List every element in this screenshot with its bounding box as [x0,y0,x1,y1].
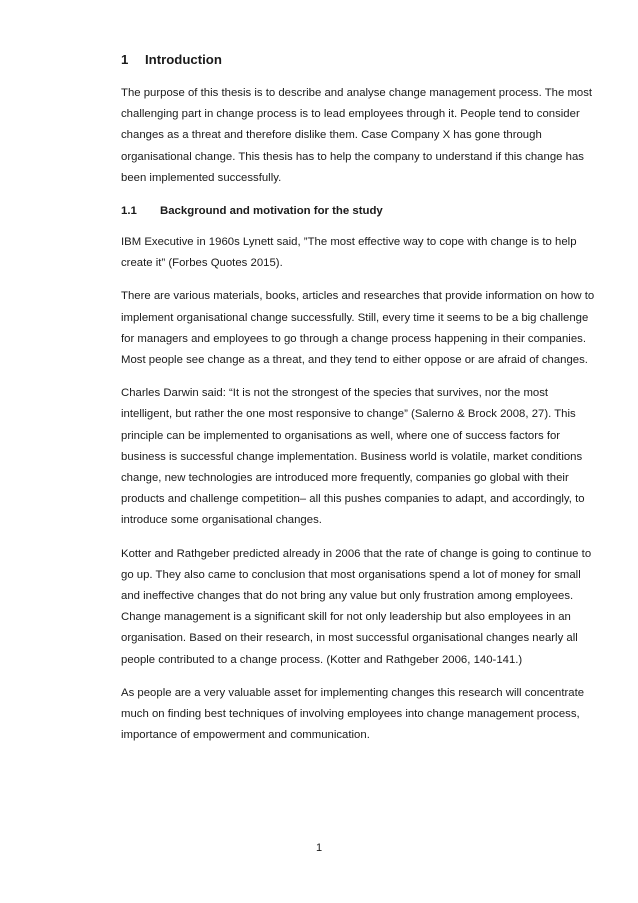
paragraph-ibm-quote: IBM Executive in 1960s Lynett said, ”The most effective way to cope with change is to help create it” (Forbes Quotes 2015). [121,236,577,270]
paragraph-darwin-quote: Charles Darwin said: “It is not the strongest of the species that survives, nor the most intelligent, but rather the one most responsive to change” (Salerno & Brock 2008, 27). This principle can be implemented to organisations as well, where one of success factors for business is successful change implementation. Business world is volatile, market conditions change, new technologies are introduced more frequently, companies go global with their products and challenge competition– all this pushes companies to adapt, and accordingly, to introduce some organisational changes. [121,387,585,527]
chapter-title: Introduction [145,52,222,67]
section-number: 1.1 [121,205,137,218]
intro-paragraph: The purpose of this thesis is to describe and analyse change management process. The most challenging part in change process is to lead employees through it. People tend to consider changes as a threat and therefore dislike them. Case Company X has gone through organisational change. This thesis has to help the company to understand if this change has been implemented successfully. [121,87,593,184]
paragraph-materials: There are various materials, books, articles and researches that provide information on how to implement organisational change successfully. Still, every time it seems to be a big challenge for managers and employees to go through a change process happening in their companies. Most people see change as a threat, and they tend to either oppose or are afraid of changes. [121,290,595,367]
paragraph-research-focus: As people are a very valuable asset for implementing changes this research will concentrate much on finding best techniques of involving employees into change management process, importance of empowerment and communication. [121,686,585,742]
page-number: 1 [315,842,323,854]
section-title: Background and motivation for the study [160,205,383,218]
chapter-number: 1 [121,52,129,67]
page-content [121,50,595,758]
chapter-heading [121,50,595,70]
section-heading [121,201,595,221]
paragraph-kotter-rathgeber: Kotter and Rathgeber predicted already in 2006 that the rate of change is going to continue to go up. They also came to conclusion that most organisations spend a lot of money for small and ineffective changes that do not bring any value but only frustration among employees. Change management is a significant skill for not only leadership but also employees in an organisation. Based on their research, in most successful organisational changes nearly all people contributed to a change process. (Kotter and Rathgeber 2006, 140-141.) [121,547,592,666]
